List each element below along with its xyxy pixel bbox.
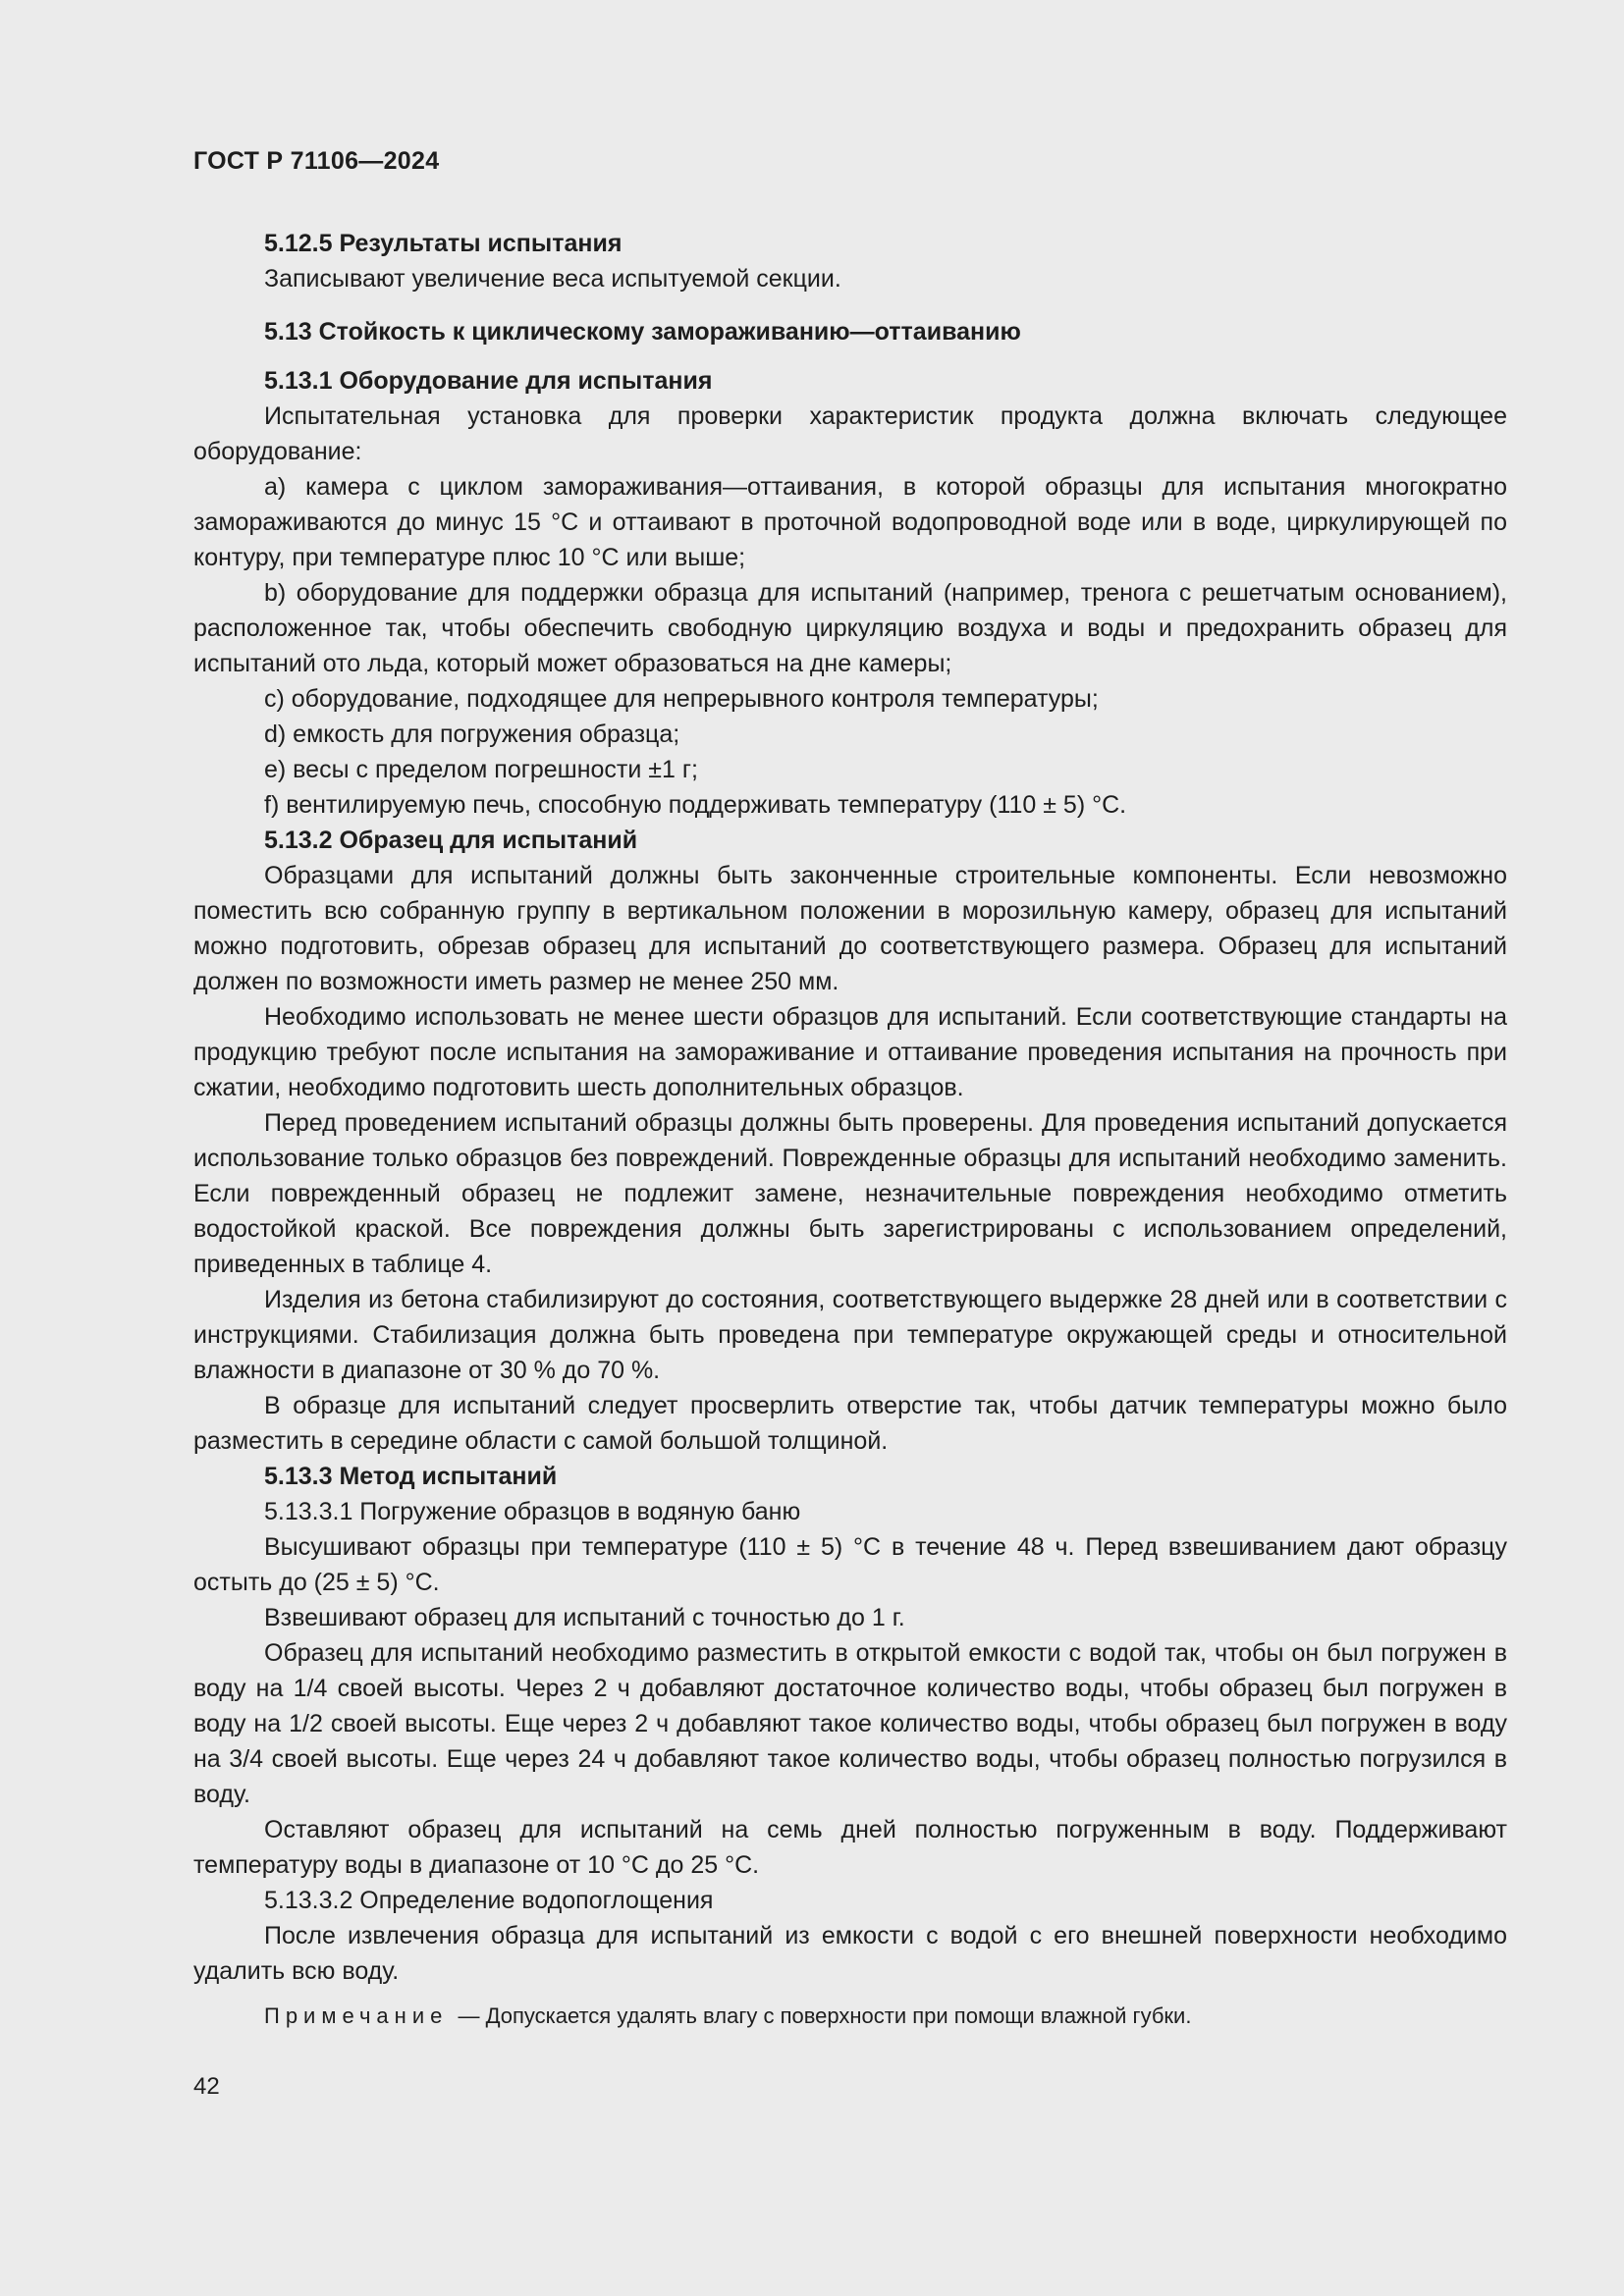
paragraph: Образец для испытаний необходимо разместить в открытой емкости с водой так, чтобы он был погружен в воду на 1/4 своей высоты. Через 2 ч добавляют достаточное количество воды, чтобы образец был погружен в воду на 1/2 своей высоты. Еще через 2 ч добавляют такое количество воды, чтобы образец был погружен в воду на 3/4 своей высоты. Еще через 24 ч добавляют такое количество воды, чтобы образец полностью погрузился в воду.	[193, 1639, 1507, 1808]
document-body	[193, 226, 1507, 2032]
section-5-13-title: 5.13 Стойкость к циклическому замораживанию—оттаиванию	[264, 318, 1021, 346]
section-5-12-5-title: 5.12.5 Результаты испытания	[264, 230, 623, 257]
list-item: e) весы с пределом погрешности ±1 г;	[264, 756, 698, 783]
page-number: 42	[193, 2073, 220, 2100]
section-5-13-2-title: 5.13.2 Образец для испытаний	[264, 827, 638, 854]
paragraph: Изделия из бетона стабилизируют до состояния, соответствующего выдержке 28 дней или в соответствии с инструкциями. Стабилизация должна быть проведена при температуре окружающей среды и относительной влажности в диапазоне от 30 % до 70 %.	[193, 1286, 1507, 1384]
list-item: a) камера с циклом замораживания—оттаивания, в которой образцы для испытания многократно замораживаются до минус 15 °С и оттаивают в проточной водопроводной воде или в воде, циркулирующей по контуру, при температуре плюс 10 °С или выше;	[193, 473, 1507, 571]
list-item: c) оборудование, подходящее для непрерывного контроля температуры;	[264, 685, 1099, 713]
section-5-12-5-text: Записывают увеличение веса испытуемой секции.	[264, 265, 841, 293]
paragraph: Перед проведением испытаний образцы должны быть проверены. Для проведения испытаний допускается использование только образцов без повреждений. Поврежденные образцы для испытаний необходимо заменить. Если поврежденный образец не подлежит замене, незначительные повреждения необходимо отметить водостойкой краской. Все повреждения должны быть зарегистрированы с использованием определений, приведенных в таблице 4.	[193, 1109, 1507, 1278]
paragraph: После извлечения образца для испытаний из емкости с водой с его внешней поверхности необходимо удалить всю воду.	[193, 1922, 1507, 1985]
paragraph: Образцами для испытаний должны быть законченные строительные компоненты. Если невозможно поместить всю собранную группу в вертикальном положении в морозильную камеру, образец для испытаний можно подготовить, обрезав образец для испытаний до соответствующего размера. Образец для испытаний должен по возможности иметь размер не менее 250 мм.	[193, 862, 1507, 995]
paragraph: Взвешивают образец для испытаний с точностью до 1 г.	[264, 1604, 905, 1631]
note-text: — Допускается удалять влагу с поверхности при помощи влажной губки.	[452, 2003, 1192, 2028]
paragraph: В образце для испытаний следует просверлить отверстие так, чтобы датчик температуры можно было разместить в середине области с самой большой толщиной.	[193, 1392, 1507, 1455]
list-item: d) емкость для погружения образца;	[264, 721, 680, 748]
paragraph: Высушивают образцы при температуре (110 ± 5) °С в течение 48 ч. Перед взвешиванием дают образцу остыть до (25 ± 5) °С.	[193, 1533, 1507, 1596]
section-5-13-3-1-title: 5.13.3.1 Погружение образцов в водяную баню	[264, 1498, 801, 1525]
section-5-13-3-2-title: 5.13.3.2 Определение водопоглощения	[264, 1887, 714, 1914]
paragraph: Необходимо использовать не менее шести образцов для испытаний. Если соответствующие стандарты на продукцию требуют после испытания на замораживание и оттаивание проведения испытания на прочность при сжатии, необходимо подготовить шесть дополнительных образцов.	[193, 1003, 1507, 1101]
section-5-13-3-title: 5.13.3 Метод испытаний	[264, 1463, 558, 1490]
section-5-13-1-intro: Испытательная установка для проверки характеристик продукта должна включать следующее оборудование:	[193, 402, 1507, 465]
standard-header: ГОСТ Р 71106—2024	[193, 147, 440, 175]
list-item: f) вентилируемую печь, способную поддерживать температуру (110 ± 5) °С.	[264, 791, 1127, 819]
list-item: b) оборудование для поддержки образца для испытаний (например, тренога с решетчатым основанием), расположенное так, чтобы обеспечить свободную циркуляцию воздуха и воды и предохранить образец для испытаний ото льда, который может образоваться на дне камеры;	[193, 579, 1507, 677]
paragraph: Оставляют образец для испытаний на семь дней полностью погруженным в воду. Поддерживают температуру воды в диапазоне от 10 °С до 25 °С.	[193, 1816, 1507, 1879]
section-5-13-1-title: 5.13.1 Оборудование для испытания	[264, 367, 713, 395]
note	[193, 2001, 1507, 2032]
note-label: Примечание	[264, 2003, 449, 2028]
